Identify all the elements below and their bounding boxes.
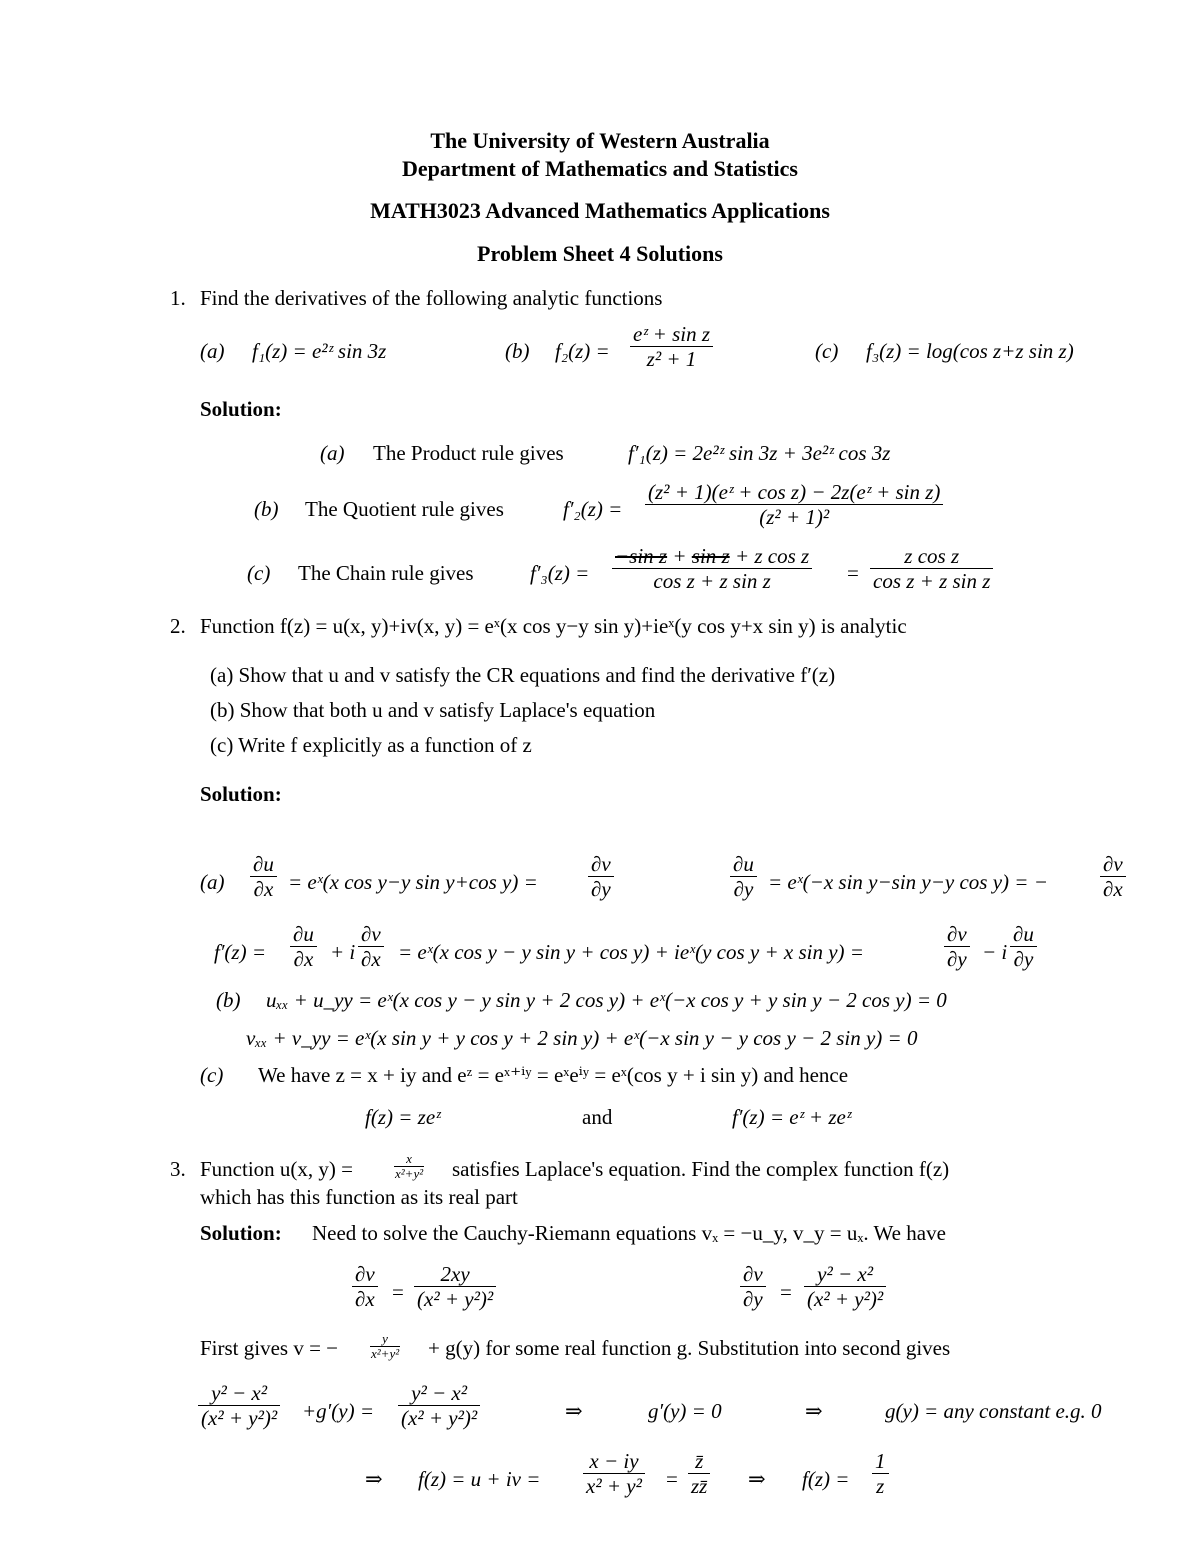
q2-dv-dy-num: ∂v — [588, 852, 614, 877]
q2-eq2-mid: = eˣ(−x sin y−sin y−y cos y) = − — [768, 870, 1048, 894]
q2-sc-label: (c) — [200, 1063, 224, 1087]
q1-sc-strike2: sin z — [691, 544, 730, 568]
q3-dv-dy-den: ∂y — [743, 1287, 763, 1312]
q1-sa-eq: f′₁(z) = 2e²ᶻ sin 3z + 3e²ᶻ cos 3z — [628, 441, 891, 465]
q3-final-lhs: f(z) = u + iv = — [418, 1467, 541, 1491]
q2-fprime-lhs: f′(z) = — [214, 940, 267, 964]
q3-u-fraction — [394, 1152, 424, 1180]
q1-sc-plus: + — [667, 544, 692, 568]
q3-final-num1: x − iy — [583, 1449, 645, 1474]
q1-sc-lhs: f′₃(z) = — [530, 561, 590, 585]
q3-first-a: First gives v = − — [200, 1336, 339, 1360]
q3-sub-num2: y² − x² — [398, 1381, 480, 1406]
q2-part-a: (a) Show that u and v satisfy the CR equations and find the derivative f′(z) — [210, 663, 836, 687]
q1-c-label: (c) — [815, 339, 839, 363]
q2-fprime-result: f′(z) = eᶻ + zeᶻ — [732, 1105, 851, 1129]
q2-minus-i: − i — [982, 940, 1008, 964]
q3-prompt-c: which has this function as its real part — [200, 1185, 518, 1209]
q2-plus-i: + i — [330, 940, 356, 964]
q3-v-num: y — [370, 1332, 400, 1347]
q2-solution-label: Solution: — [200, 782, 282, 806]
q1-sc-label: (c) — [247, 561, 271, 585]
q2-dv-dx-den: ∂x — [1103, 877, 1123, 902]
q1-sc-strike1: −sin z — [615, 544, 668, 568]
q2-sa-label: (a) — [200, 870, 225, 894]
q2-eq1-mid: = eˣ(x cos y−y sin y+cos y) = — [288, 870, 538, 894]
q1-sb-fraction — [645, 480, 943, 529]
q3-vy-fraction — [804, 1262, 886, 1311]
q1-prompt: Find the derivatives of the following analytic functions — [200, 286, 663, 310]
q1-sc-fraction2 — [870, 544, 993, 593]
q3-v-den: x²+y² — [371, 1345, 400, 1361]
q3-implies4: ⇒ — [748, 1467, 766, 1491]
q3-v-fraction — [370, 1332, 400, 1360]
q3-eq1: = — [392, 1280, 404, 1304]
q3-number: 3. — [170, 1157, 186, 1181]
q3-final-num3: 1 — [872, 1449, 889, 1474]
q3-solution-label: Solution: — [200, 1221, 282, 1245]
q2-du-dy — [730, 852, 757, 901]
q3-dv-dx — [352, 1262, 378, 1311]
q2-sb-label: (b) — [216, 988, 241, 1012]
q2-laplace-v: vₓₓ + v_yy = eˣ(x sin y + y cos y + 2 sin y) + eˣ(−x sin y − y cos y − 2 sin y) = 0 — [246, 1026, 918, 1050]
q1-sb-text: The Quotient rule gives — [305, 497, 504, 521]
q2-du-dy-num: ∂u — [730, 852, 757, 877]
q3-sub-fraction2 — [398, 1381, 480, 1430]
q2-fprime-du-dy-den: ∂y — [1013, 947, 1034, 972]
q1-a-func: f₁(z) = e²ᶻ sin 3z — [252, 339, 387, 363]
q1-sc-denominator1: cos z + z sin z — [653, 569, 771, 594]
q2-fprime-du-dx — [290, 922, 317, 971]
q3-implies3: ⇒ — [365, 1467, 383, 1491]
q2-dv-dx — [1100, 852, 1126, 901]
q2-fprime-dv-dx-den: ∂x — [361, 947, 381, 972]
q3-vx-num: 2xy — [414, 1262, 496, 1287]
university-title: The University of Western Australia — [430, 128, 770, 153]
q3-dv-dx-den: ∂x — [355, 1287, 375, 1312]
q2-du-dx-den: ∂x — [253, 877, 274, 902]
q3-final-rhs: f(z) = — [802, 1467, 850, 1491]
q1-sb-denominator: (z² + 1)² — [759, 505, 830, 530]
q3-final-den3: z — [876, 1474, 885, 1499]
q3-sub-fraction1 — [198, 1381, 280, 1430]
q3-sub-mid: +g′(y) = — [302, 1399, 374, 1423]
q1-number: 1. — [170, 286, 186, 310]
q3-implies2: ⇒ — [805, 1399, 823, 1423]
q3-g-result: g(y) = any constant e.g. 0 — [885, 1399, 1102, 1423]
q3-final-fraction1 — [583, 1449, 645, 1498]
department-title: Department of Mathematics and Statistics — [402, 156, 798, 181]
q2-fprime-du-dy — [1010, 922, 1037, 971]
q3-final-fraction3 — [872, 1449, 889, 1498]
q1-sa-text: The Product rule gives — [373, 441, 564, 465]
q2-dv-dy-den: ∂y — [591, 877, 611, 902]
q1-b-fraction — [630, 322, 713, 371]
q2-dv-dy — [588, 852, 614, 901]
q3-prompt-a: Function u(x, y) = — [200, 1157, 353, 1181]
q1-sc-numerator1 — [612, 544, 812, 569]
q1-sb-lhs: f′₂(z) = — [563, 497, 623, 521]
q1-sb-label: (b) — [254, 497, 279, 521]
q2-fprime-dv-dy — [944, 922, 970, 971]
q3-eq2: = — [780, 1280, 792, 1304]
q1-c-func: f₃(z) = log(cos z+z sin z) — [866, 339, 1074, 363]
q3-u-num: x — [394, 1152, 424, 1167]
q2-fprime-dv-dx-num: ∂v — [358, 922, 384, 947]
q3-final-den1: x² + y² — [586, 1474, 642, 1499]
q1-sc-numerator2: z cos z — [870, 544, 993, 569]
q1-sc-denominator2: cos z + z sin z — [873, 569, 991, 594]
q3-final-num2: z̄ — [688, 1449, 710, 1474]
q3-vx-den: (x² + y²)² — [417, 1287, 494, 1312]
q2-fprime-dv-dy-num: ∂v — [944, 922, 970, 947]
q2-laplace-u: uₓₓ + u_yy = eˣ(x cos y − y sin y + 2 cos y) + eˣ(−x cos y + y sin y − 2 cos y) = 0 — [266, 988, 947, 1012]
q2-fprime-du-dx-num: ∂u — [290, 922, 317, 947]
q2-prompt: Function f(z) = u(x, y)+iv(x, y) = eˣ(x cos y−y sin y)+ieˣ(y cos y+x sin y) is analytic — [200, 614, 907, 638]
q3-dv-dy — [740, 1262, 766, 1311]
q2-part-c: (c) Write f explicitly as a function of z — [210, 733, 532, 757]
q3-implies1: ⇒ — [565, 1399, 583, 1423]
q1-b-denominator: z² + 1 — [646, 347, 697, 372]
q3-final-fraction2 — [688, 1449, 710, 1498]
q1-b-numerator: eᶻ + sin z — [630, 322, 713, 347]
q3-u-den: x²+y² — [395, 1165, 424, 1181]
q2-fprime-du-dx-den: ∂x — [293, 947, 314, 972]
q1-sc-num-rest: + z cos z — [729, 544, 810, 568]
q2-fprime-du-dy-num: ∂u — [1010, 922, 1037, 947]
q2-part-b: (b) Show that both u and v satisfy Laplace's equation — [210, 698, 656, 722]
q2-fprime-dv-dy-den: ∂y — [947, 947, 967, 972]
course-title: MATH3023 Advanced Mathematics Applications — [370, 198, 830, 223]
q3-vy-num: y² − x² — [804, 1262, 886, 1287]
q1-sc-text: The Chain rule gives — [298, 561, 474, 585]
q2-fprime-mid: = eˣ(x cos y − y sin y + cos y) + ieˣ(y cos y + x sin y) = — [398, 940, 864, 964]
q2-du-dx — [250, 852, 277, 901]
q3-prompt-b: satisfies Laplace's equation. Find the complex function f(z) — [452, 1157, 950, 1181]
q1-sa-label: (a) — [320, 441, 345, 465]
q3-sub-num1: y² − x² — [198, 1381, 280, 1406]
q3-gprime: g′(y) = 0 — [648, 1399, 722, 1423]
q3-final-eq: = — [666, 1467, 678, 1491]
q3-vx-fraction — [414, 1262, 496, 1311]
q2-f-result: f(z) = zeᶻ — [365, 1105, 441, 1129]
q3-dv-dy-num: ∂v — [740, 1262, 766, 1287]
q3-first-b: + g(y) for some real function g. Substitution into second gives — [428, 1336, 951, 1360]
q1-solution-label: Solution: — [200, 397, 282, 421]
q2-du-dy-den: ∂y — [733, 877, 754, 902]
q3-dv-dx-num: ∂v — [352, 1262, 378, 1287]
q1-a-label: (a) — [200, 339, 225, 363]
q1-b-lhs: f₂(z) = — [555, 339, 610, 363]
q2-sc-text: We have z = x + iy and eᶻ = eˣ⁺ⁱʸ = eˣeⁱʸ = eˣ(cos y + i sin y) and hence — [258, 1063, 849, 1087]
q2-fprime-dv-dx — [358, 922, 384, 971]
q3-final-den2: zz̄ — [691, 1474, 708, 1499]
q3-vy-den: (x² + y²)² — [807, 1287, 884, 1312]
q3-solution-text: Need to solve the Cauchy-Riemann equations vₓ = −u_y, v_y = uₓ. We have — [312, 1221, 946, 1245]
sheet-title: Problem Sheet 4 Solutions — [477, 241, 723, 266]
q3-sub-den2: (x² + y²)² — [401, 1406, 478, 1431]
q3-sub-den1: (x² + y²)² — [201, 1406, 278, 1431]
q2-number: 2. — [170, 614, 186, 638]
q1-sc-equals: = — [847, 561, 859, 585]
q1-b-label: (b) — [505, 339, 530, 363]
q2-du-dx-num: ∂u — [250, 852, 277, 877]
q1-sb-numerator: (z² + 1)(eᶻ + cos z) − 2z(eᶻ + sin z) — [645, 480, 943, 505]
q2-and: and — [582, 1105, 613, 1129]
q1-sc-fraction1 — [612, 544, 812, 593]
q2-dv-dx-num: ∂v — [1100, 852, 1126, 877]
